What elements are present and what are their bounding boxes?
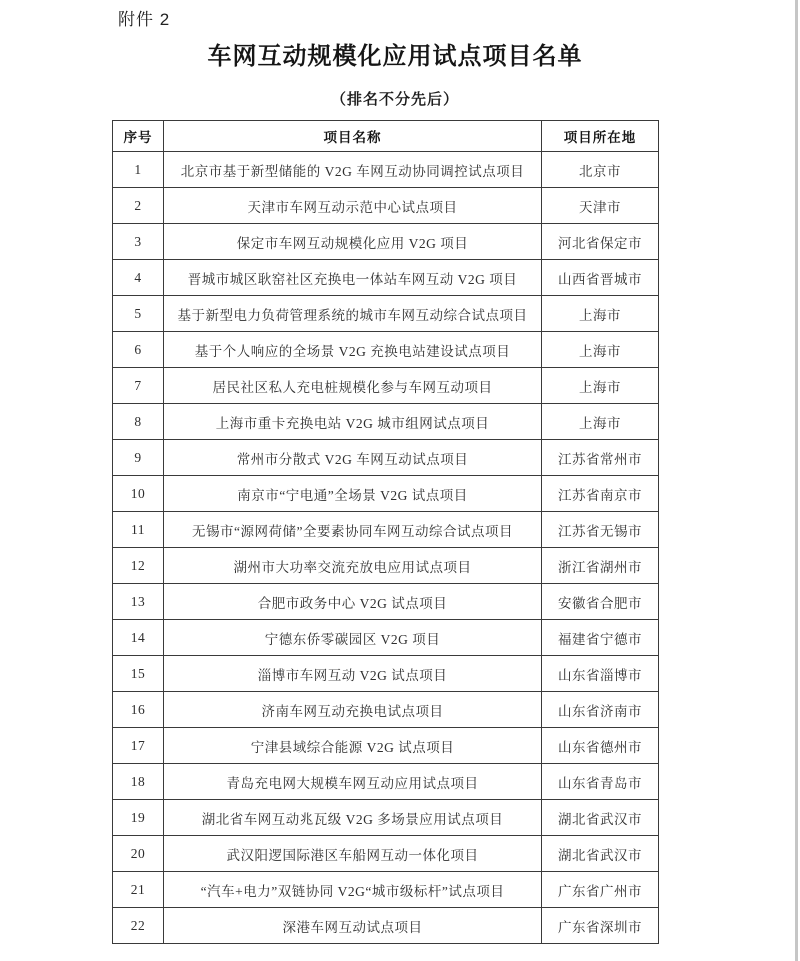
- row-number-cell: 9: [113, 440, 164, 476]
- project-location-cell: 北京市: [542, 152, 659, 188]
- project-name-cell: 深港车网互动试点项目: [164, 908, 542, 944]
- table-row: [113, 800, 659, 836]
- table-row: [113, 764, 659, 800]
- project-location-cell: 湖北省武汉市: [542, 836, 659, 872]
- row-number-cell: 11: [113, 512, 164, 548]
- table-header-row: [113, 121, 659, 152]
- table-row: [113, 584, 659, 620]
- table-row: [113, 728, 659, 764]
- page-title: 车网互动规模化应用试点项目名单: [207, 44, 583, 70]
- table-row: [113, 332, 659, 368]
- project-name-cell: 上海市重卡充换电站 V2G 城市组网试点项目: [164, 404, 542, 440]
- project-name-cell: 居民社区私人充电桩规模化参与车网互动项目: [164, 368, 542, 404]
- table-row: [113, 512, 659, 548]
- project-name-cell: 北京市基于新型储能的 V2G 车网互动协同调控试点项目: [164, 152, 542, 188]
- project-name-cell: 保定市车网互动规模化应用 V2G 项目: [164, 224, 542, 260]
- project-name-cell: 青岛充电网大规模车网互动应用试点项目: [164, 764, 542, 800]
- row-number-cell: 8: [113, 404, 164, 440]
- project-name-cell: 宁津县域综合能源 V2G 试点项目: [164, 728, 542, 764]
- attachment-label: 附件 2: [118, 10, 171, 29]
- project-name-cell: 无锡市“源网荷储”全要素协同车网互动综合试点项目: [164, 512, 542, 548]
- project-location-cell: 天津市: [542, 188, 659, 224]
- table-row: [113, 872, 659, 908]
- table-row: [113, 440, 659, 476]
- project-location-cell: 江苏省常州市: [542, 440, 659, 476]
- project-location-cell: 山东省青岛市: [542, 764, 659, 800]
- project-name-cell: 晋城市城区耿窑社区充换电一体站车网互动 V2G 项目: [164, 260, 542, 296]
- project-name-cell: 天津市车网互动示范中心试点项目: [164, 188, 542, 224]
- project-location-cell: 安徽省合肥市: [542, 584, 659, 620]
- header-number: 序号: [113, 121, 164, 152]
- project-name-cell: 武汉阳逻国际港区车船网互动一体化项目: [164, 836, 542, 872]
- row-number-cell: 12: [113, 548, 164, 584]
- row-number-cell: 4: [113, 260, 164, 296]
- project-location-cell: 山东省德州市: [542, 728, 659, 764]
- project-location-cell: 山东省淄博市: [542, 656, 659, 692]
- project-location-cell: 广东省深圳市: [542, 908, 659, 944]
- project-location-cell: 山西省晋城市: [542, 260, 659, 296]
- row-number-cell: 1: [113, 152, 164, 188]
- project-name-cell: 湖北省车网互动兆瓦级 V2G 多场景应用试点项目: [164, 800, 542, 836]
- row-number-cell: 10: [113, 476, 164, 512]
- project-name-cell: 宁德东侨零碳园区 V2G 项目: [164, 620, 542, 656]
- project-name-cell: 淄博市车网互动 V2G 试点项目: [164, 656, 542, 692]
- row-number-cell: 7: [113, 368, 164, 404]
- project-location-cell: 湖北省武汉市: [542, 800, 659, 836]
- project-name-cell: 合肥市政务中心 V2G 试点项目: [164, 584, 542, 620]
- header-project-name: 项目名称: [164, 121, 542, 152]
- table-row: [113, 152, 659, 188]
- row-number-cell: 22: [113, 908, 164, 944]
- project-name-cell: 济南车网互动充换电试点项目: [164, 692, 542, 728]
- row-number-cell: 21: [113, 872, 164, 908]
- project-location-cell: 江苏省南京市: [542, 476, 659, 512]
- project-table: [112, 120, 659, 944]
- project-location-cell: 上海市: [542, 332, 659, 368]
- table-row: [113, 296, 659, 332]
- table-row: [113, 908, 659, 944]
- row-number-cell: 20: [113, 836, 164, 872]
- project-location-cell: 江苏省无锡市: [542, 512, 659, 548]
- project-name-cell: 南京市“宁电通”全场景 V2G 试点项目: [164, 476, 542, 512]
- table-row: [113, 836, 659, 872]
- table-row: [113, 620, 659, 656]
- page-edge-line: [795, 0, 798, 961]
- table-row: [113, 224, 659, 260]
- project-name-cell: 基于个人响应的全场景 V2G 充换电站建设试点项目: [164, 332, 542, 368]
- table-row: [113, 260, 659, 296]
- project-location-cell: 上海市: [542, 296, 659, 332]
- project-name-cell: 常州市分散式 V2G 车网互动试点项目: [164, 440, 542, 476]
- row-number-cell: 15: [113, 656, 164, 692]
- table-body: [113, 152, 659, 944]
- table-row: [113, 476, 659, 512]
- row-number-cell: 6: [113, 332, 164, 368]
- page-subtitle: （排名不分先后）: [330, 92, 459, 108]
- row-number-cell: 18: [113, 764, 164, 800]
- table-row: [113, 188, 659, 224]
- row-number-cell: 3: [113, 224, 164, 260]
- row-number-cell: 2: [113, 188, 164, 224]
- table-row: [113, 692, 659, 728]
- row-number-cell: 16: [113, 692, 164, 728]
- row-number-cell: 14: [113, 620, 164, 656]
- project-name-cell: 湖州市大功率交流充放电应用试点项目: [164, 548, 542, 584]
- project-location-cell: 广东省广州市: [542, 872, 659, 908]
- project-location-cell: 河北省保定市: [542, 224, 659, 260]
- row-number-cell: 13: [113, 584, 164, 620]
- project-location-cell: 上海市: [542, 404, 659, 440]
- table-row: [113, 368, 659, 404]
- row-number-cell: 17: [113, 728, 164, 764]
- table-header: [113, 121, 659, 152]
- project-location-cell: 浙江省湖州市: [542, 548, 659, 584]
- row-number-cell: 19: [113, 800, 164, 836]
- header-project-location: 项目所在地: [542, 121, 659, 152]
- project-location-cell: 福建省宁德市: [542, 620, 659, 656]
- project-location-cell: 上海市: [542, 368, 659, 404]
- table-row: [113, 548, 659, 584]
- table-row: [113, 404, 659, 440]
- project-name-cell: 基于新型电力负荷管理系统的城市车网互动综合试点项目: [164, 296, 542, 332]
- row-number-cell: 5: [113, 296, 164, 332]
- project-name-cell: “汽车+电力”双链协同 V2G“城市级标杆”试点项目: [164, 872, 542, 908]
- project-location-cell: 山东省济南市: [542, 692, 659, 728]
- table-row: [113, 656, 659, 692]
